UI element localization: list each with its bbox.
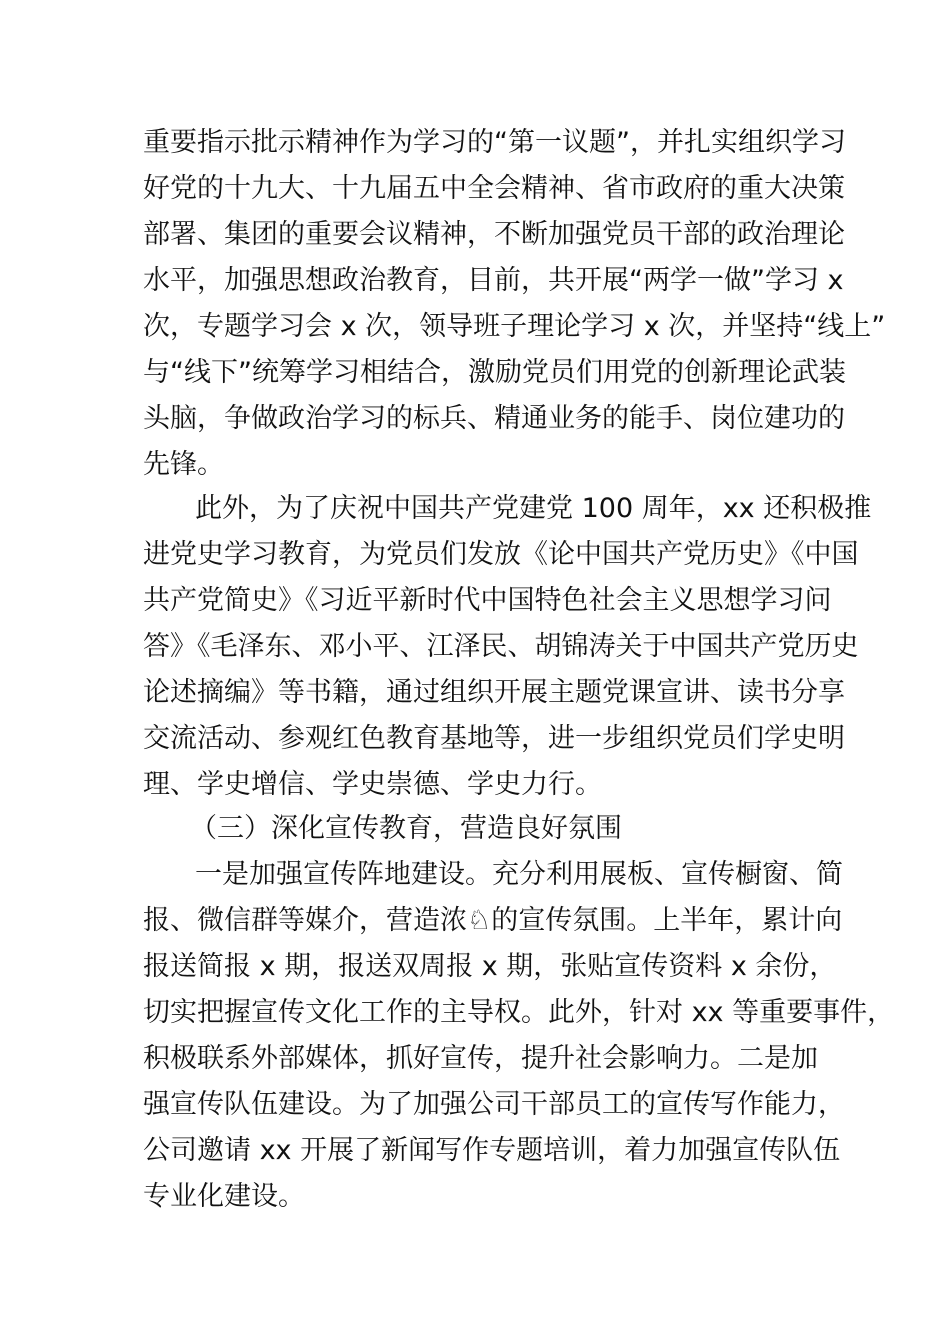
paragraph-3-line-1: 一是加强宣传阵地建设。充分利用展板、宣传橱窗、简 [195, 859, 843, 890]
section-heading: （三）深化宣传教育，营造良好氛围 [190, 813, 622, 844]
paragraph-3-line-3: 报送简报 x 期，报送双周报 x 期，张贴宣传资料 x 余份， [143, 951, 837, 982]
paragraph-2-line-7: 理、学史增信、学史崇德、学史力行。 [143, 769, 602, 800]
paragraph-1-line-8: 先锋。 [143, 449, 224, 480]
paragraph-2-line-6: 交流活动、参观红色教育基地等，进一步组织党员们学史明 [143, 723, 845, 754]
paragraph-2-line-2: 进党史学习教育，为党员们发放《论中国共产党历史》《中国 [143, 539, 859, 570]
paragraph-2-line-3: 共产党简史》《习近平新时代中国特色社会主义思想学习问 [143, 585, 832, 616]
paragraph-3-line-7: 公司邀请 xx 开展了新闻写作专题培训，着力加强宣传队伍 [143, 1135, 841, 1166]
paragraph-2-line-4: 答》《毛泽东、邓小平、江泽民、胡锦涛关于中国共产党历史 [143, 631, 859, 662]
paragraph-1-line-2: 好党的十九大、十九届五中全会精神、省市政府的重大决策 [143, 173, 845, 204]
paragraph-3-line-8: 专业化建设。 [143, 1181, 305, 1212]
paragraph-1-line-7: 头脑，争做政治学习的标兵、精通业务的能手、岗位建功的 [143, 403, 845, 434]
paragraph-3-line-2: 报、微信群等媒介，营造浓♘的宣传氛围。上半年，累计向 [143, 905, 843, 936]
paragraph-1-line-5: 次，专题学习会 x 次，领导班子理论学习 x 次，并坚持“线上” [143, 311, 886, 342]
paragraph-2-line-1: 此外，为了庆祝中国共产党建党 100 周年，xx 还积极推 [195, 493, 872, 524]
paragraph-1-line-4: 水平，加强思想政治教育，目前，共开展“两学一做”学习 x [143, 265, 844, 296]
paragraph-3-line-4: 切实把握宣传文化工作的主导权。此外，针对 xx 等重要事件， [143, 997, 895, 1028]
paragraph-1-line-1: 重要指示批示精神作为学习的“第一议题”，并扎实组织学习 [143, 127, 846, 158]
paragraph-3-line-5: 积极联系外部媒体，抓好宣传，提升社会影响力。二是加 [143, 1043, 818, 1074]
paragraph-3-line-6: 强宣传队伍建设。为了加强公司干部员工的宣传写作能力， [143, 1089, 845, 1120]
paragraph-1-line-3: 部署、集团的重要会议精神，不断加强党员干部的政治理论 [143, 219, 845, 250]
paragraph-1-line-6: 与“线下”统筹学习相结合，激励党员们用党的创新理论武装 [143, 357, 846, 388]
paragraph-2-line-5: 论述摘编》等书籍，通过组织开展主题党课宣讲、读书分享 [143, 677, 845, 708]
